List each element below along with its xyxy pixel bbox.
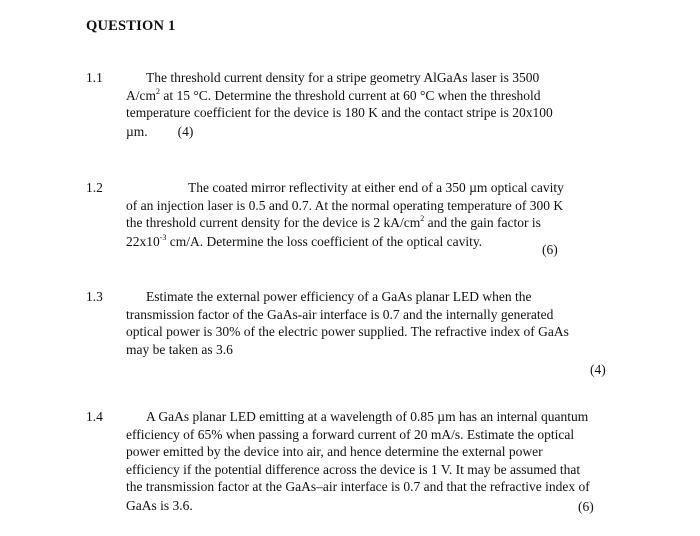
question-line [126,87,594,105]
question-text [126,288,594,358]
question-text [126,179,594,253]
superscript: -3 [159,232,167,242]
question-line: efficiency of 65% when passing a forward current of 20 mA/s. Estimate the optical [126,426,575,442]
superscript: 2 [156,86,160,96]
question-number: 1.4 [86,409,103,424]
question-line: The coated mirror reflectivity at either end of a 350 µm optical cavity [188,180,564,195]
question-line: transmission factor of the GaAs-air interface is 0.7 and the internally generated [126,306,554,322]
text-fragment: 22x10 [126,233,160,249]
text-fragment: A/cm [126,87,156,103]
question-line [126,122,594,143]
question-line: GaAs is 3.6. [126,497,193,513]
marks-label: (6) [578,499,594,514]
question-line: A GaAs planar LED emitting at a wavelength of 0.85 µm has an internal quantum [146,409,589,424]
question-line [126,232,594,253]
question-line: Estimate the external power efficiency of a GaAs planar LED when the [146,289,532,304]
text-fragment: µm. [126,123,148,139]
question-text [126,408,594,517]
marks-label: (4) [590,362,606,377]
question-line: optical power is 30% of the electric power supplied. The refractive index of GaAs [126,324,569,340]
question-line: temperature coefficient for the device is 180 K and the contact stripe is 20x100 [126,105,553,121]
question-number: 1.1 [86,70,103,85]
question-text [126,69,594,143]
page-title: QUESTION 1 [86,18,176,34]
question-line: The threshold current density for a stripe geometry AlGaAs laser is 3500 [146,70,540,85]
question-line [126,214,594,232]
superscript: 2 [420,214,425,224]
question-number: 1.3 [86,289,103,304]
text-fragment: and the gain factor is [424,215,541,231]
text-fragment: the threshold current density for the device is 2 kA/cm [126,215,421,231]
marks-label: (6) [542,242,558,257]
question-line: the transmission factor at the GaAs–air interface is 0.7 and that the refractive index of [126,479,590,495]
question-line: of an injection laser is 0.5 and 0.7. At the normal operating temperature of 300 K [126,197,564,213]
question-line: power emitted by the device into air, and hence determine the external power [126,444,543,460]
text-fragment: cm/A. Determine the loss coefficient of the optical cavity. [166,233,483,249]
question-number: 1.2 [86,180,103,195]
text-fragment: at 15 °C. Determine the threshold current at 60 °C when the threshold [160,87,541,103]
question-line: may be taken as 3.6 [126,341,233,357]
question-line: efficiency if the potential difference across the device is 1 V. It may be assumed that [126,461,581,477]
marks-label: (4) [177,123,194,139]
